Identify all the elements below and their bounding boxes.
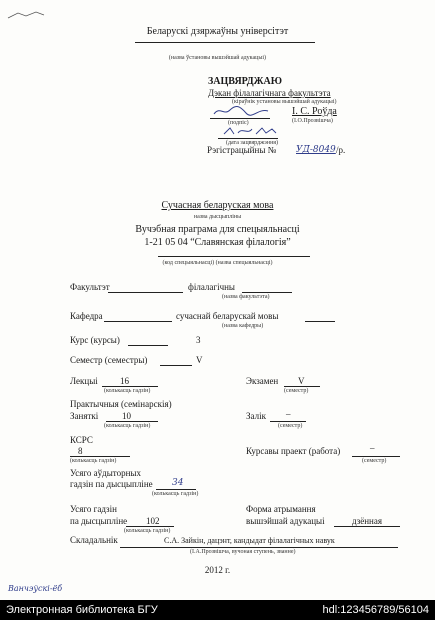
all-total-caption: (колькасць гадзін)	[124, 528, 171, 534]
practical-label-2: Заняткі	[70, 411, 99, 421]
ksrs-value: 8	[78, 446, 83, 456]
aud-total-line	[156, 489, 196, 490]
faculty-label: Факультэт	[70, 282, 110, 292]
form-label-1: Форма атрымання	[246, 504, 316, 514]
exam-value: V	[298, 376, 305, 386]
author-label: Складальнік	[70, 535, 118, 545]
credit-line	[270, 421, 306, 422]
credit-caption: (семестр)	[278, 423, 303, 429]
all-total-value: 102	[146, 516, 160, 526]
inventory-mark: Ванчэўскі-ёб	[8, 584, 63, 593]
faculty-line-left	[108, 292, 183, 293]
library-name: Электронная библиотека БГУ	[6, 604, 158, 616]
aud-total-caption: (колькасць гадзін)	[152, 491, 199, 497]
aud-total-value: 34	[172, 478, 184, 488]
specialty-underline	[158, 256, 310, 257]
approve-title: ЗАЦВЯРДЖАЮ	[208, 76, 282, 87]
faculty-value: філалагічны	[188, 282, 235, 292]
lectures-value: 16	[120, 376, 129, 386]
form-line	[334, 526, 400, 527]
semester-value: V	[196, 355, 203, 365]
aud-total-label-2: гадзін па дысцыпліне	[70, 479, 153, 489]
lectures-label: Лекцыі	[70, 376, 98, 386]
lectures-caption: (колькасць гадзін)	[104, 388, 151, 394]
university-name: Беларускі дзяржаўны універсітэт	[146, 26, 289, 37]
date-line	[218, 138, 278, 139]
credit-value: –	[286, 409, 291, 419]
practical-label-1: Практычныя (семінарскія)	[70, 399, 172, 409]
lectures-line	[102, 386, 158, 387]
author-caption: (І.А.Прозвішча, вучоная ступень, званне)	[190, 549, 296, 555]
coursework-line	[352, 456, 400, 457]
approve-name: І. С. Роўда	[292, 106, 337, 117]
approve-role: Дэкан філалагічнага факультэта	[208, 88, 331, 98]
coursework-caption: (семестр)	[362, 458, 387, 464]
form-value: дзённая	[352, 516, 383, 526]
all-total-line	[126, 526, 174, 527]
date-caption: (дата зацвярджэння)	[226, 140, 279, 146]
specialty-caption: (код спецыяльнасці) (назва спецыяльнасці)	[162, 260, 273, 266]
department-label: Кафедра	[70, 311, 103, 321]
signature-line	[210, 118, 270, 119]
date-handwriting	[222, 124, 278, 138]
practical-caption: (колькасць гадзін)	[104, 423, 151, 429]
reg-number: УД-8049	[296, 145, 336, 155]
library-footer	[0, 600, 435, 620]
university-caption: (назва ўстановы вышэйшай адукацыі)	[168, 55, 267, 61]
university-underline	[135, 42, 315, 43]
ksrs-line	[70, 456, 130, 457]
ksrs-label: КСРС	[70, 435, 93, 445]
author-line	[120, 547, 398, 548]
signature-image	[212, 104, 272, 118]
discipline-title: Сучасная беларуская мова	[161, 200, 274, 211]
program-title: Вучэбная праграма для спецыяльнасці	[135, 224, 300, 235]
semester-label: Семестр (семестры)	[70, 355, 148, 365]
exam-line	[284, 386, 320, 387]
course-value: 3	[196, 335, 201, 345]
exam-caption: (семестр)	[284, 388, 309, 394]
document-year: 2012 г.	[204, 565, 231, 575]
reg-label: Рэгістрацыйны №	[207, 145, 277, 155]
name-caption: (І.О.Прозвішча)	[292, 118, 333, 124]
department-caption: (назва кафедры)	[222, 323, 264, 329]
semester-line-left	[160, 365, 192, 366]
department-line-left	[104, 321, 172, 322]
reg-suffix: /р.	[336, 145, 346, 155]
all-total-label-2: па дысцыпліне	[70, 516, 128, 526]
department-line-right	[305, 321, 335, 322]
credit-label: Залік	[246, 411, 266, 421]
department-value: сучаснай беларускай мовы	[176, 311, 279, 321]
exam-label: Экзамен	[246, 376, 279, 386]
faculty-caption: (назва факультэта)	[222, 294, 270, 300]
practical-value: 10	[122, 411, 131, 421]
all-total-label-1: Усяго гадзін	[70, 504, 117, 514]
course-line-left	[128, 345, 168, 346]
author-value: С.А. Зайкін, дацэнт, кандыдат філалагічных навук	[164, 536, 335, 545]
scan-corner-mark	[6, 10, 46, 20]
aud-total-label-1: Усяго аўдыторных	[70, 468, 141, 478]
practical-line	[106, 421, 158, 422]
coursework-label: Курсавы праект (работа)	[246, 446, 341, 456]
discipline-caption: назва дысцыпліны	[193, 214, 242, 220]
course-label: Курс (курсы)	[70, 335, 120, 345]
ksrs-caption: (колькасць гадзін)	[70, 458, 117, 464]
handle-id[interactable]: hdl:123456789/56104	[322, 604, 429, 616]
coursework-value: –	[370, 443, 375, 453]
specialty-title: 1-21 05 04 “Славянская філалогія”	[144, 237, 291, 248]
signature-caption: (подпіс)	[228, 120, 249, 126]
approve-role-caption: (кіраўнік установы вышэйшай адукацыі)	[232, 99, 337, 105]
form-label-2: вышэйшай адукацыі	[246, 516, 325, 526]
faculty-line-right	[242, 292, 292, 293]
